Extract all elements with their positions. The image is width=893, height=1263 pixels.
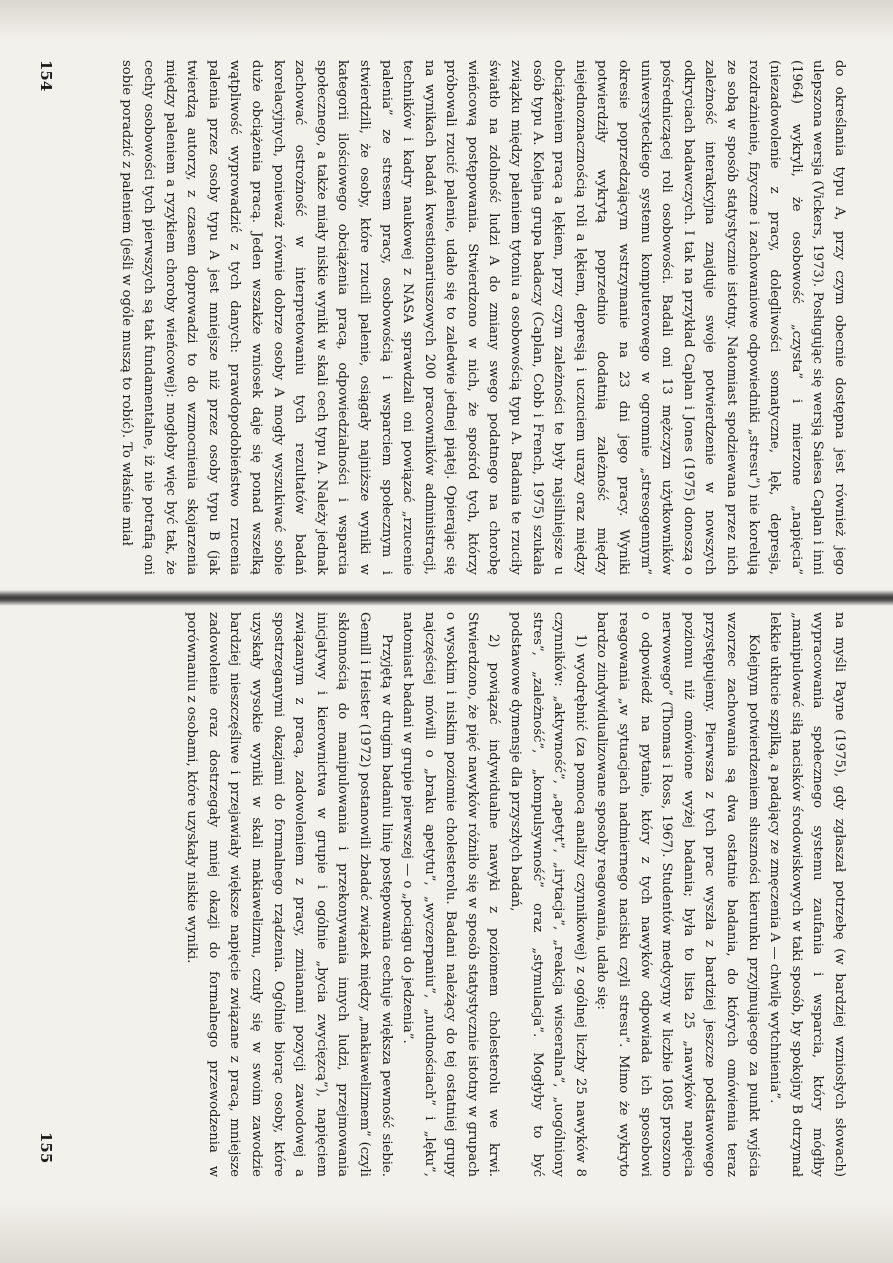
paragraph: Przyjętą w drugim badaniu linię postępowania cechuje większa pewność siebie. Gemill i Heister (1972) postanowili zbadać związek między „makiawelizmem” (czyli skłonnością do manipulowania i przekonywania innych ludzi, przejmowania inicjatywy i kierownictwa w grupie i ogólnie „bycia zwycięzcą”), napięciem związanym z pracą, zadowoleniem z pracy, zmianami pozycji zawodowej a spostrzeganymi okazjami do formalnego rządzenia. Ogólnie biorąc osoby, które uzyskały wysokie wyniki w skali makiawelizmu, czuły się w swoim zawodzie bardziej nieszczęśliwe i przejawiały większe napięcie związane z pracą, mniejsze zadowolenie oraz dostrzegały mniej okazji do formalnego przewodzenia w porównaniu z osobami, które uzyskały niskie wyniki. [184, 612, 394, 1177]
paragraph: na myśli Payne (1975), gdy zgłaszał potrzebę (w bardziej wzniosłych słowach) wypracowania społecznego systemu zaufania i wsparcia, który mógłby „manipulować siłą nacisków środowiskowych w taki sposób, by spokojny B otrzymał lekkie ukłucie szpilką, a padający ze zmęczenia A — chwilę wytchnienia”. [767, 612, 847, 1177]
book-spine-shadow [0, 590, 893, 606]
page-155 [37, 612, 850, 1177]
paragraph: Kolejnym potwierdzeniem słuszności kierunku przyjmującego za punkt wyjścia wzorzec zachowania są dwa ostatnie badania, do których omówienia teraz przystępujemy. Pierwsza z tych prac wyszła z bardziej jeszcze podstawowego poziomu niż omówione wyżej badania; była to lista 25 „nawyków napięcia nerwowego” (Thomas i Ross, 1967). Studentów medycyny w liczbie 1085 proszono o odpowiedź na pytanie, który z tych nawyków odpowiada ich sposobowi reagowania „w sytuacjach nadmiernego nacisku czyli stresu”. Mimo że wykryto bardzo zindywidualizowane sposoby reagowania, udało się: [594, 612, 761, 1177]
list-item: 1) wyodrębnić (za pomocą analizy czynnikowej) z ogólnej liczby 25 nawyków 8 czynników: „aktywność”, „apetyt”, „irytacja”, „reakcja wisceralna”, „uogólniony stres”, „zależność”, „kompulsywność” oraz „stymulacja”. Mogłyby to być podstawowe dymensje dla przyszłych badań, [508, 612, 588, 1177]
page-number: 155 [37, 1132, 55, 1164]
page-number: 154 [37, 60, 55, 92]
scan-edge-top [0, 0, 893, 40]
page-155-text [70, 612, 850, 1177]
paragraph: do określania typu A, przy czym obecnie dostępna jest również jego ulepszona wersja (Vickers, 1973). Posługując się wersją Saiesa Caplan i inni (1964) wykryli, że osobowość „czysta” i mierzone „napięcia” (niezadowolenie z pracy, dolegliwości somatyczne, lęk, depresja, rozdrażnienie, fizyczne i zachowaniowe odpowiedniki „stresu”) nie korelują ze sobą w sposób statystycznie istotny. Natomiast spodziewana przez nich zależność interakcyjna znajduje swoje potwierdzenie w nowszych odkryciach badawczych. I tak na przykład Caplan i Jones (1975) donoszą o pośredniczącej roli osobowości. Badali oni 13 mężczyzn użytkowników uniwersyteckiego systemu komputerowego w ogromnie „stresogennym” okresie poprzedzającym wstrzymanie na 23 dni jego pracy. Wyniki potwierdziły wykrytą poprzednio dodatnią zależność między niejednoznacznością roli a lękiem, depresją i uczuciem urazy oraz między obciążeniem pracą a lękiem, przy czym zależności te były najsilniejsze u osób typu A. Kolejna grupa badaczy (Caplan, Cobb i French, 1975) szukała związku między paleniem tytoniu a osobowością typu A. Badania te rzuciły światło na zdolność ludzi A do zmiany swego podatnego na chorobę wieńcową postępowania. Stwierdzono w nich, że spośród tych, którzy próbowali rzucić palenie, udało się to zaledwie jednej piątej. Opierając się na wynikach badań kwestionariuszowych 200 pracowników administracji, techników i kadry naukowej z NASA sprawdzali oni powiązać „rzucenie palenia” ze stresem pracy, osobowością i wsparciem społecznym i stwierdzili, że osoby, które rzucili palenie, osiągały najniższe wyniki w kategorii ilościowego obciążenia pracą, odpowiedzialności i wsparcia społecznego, a także miały niskie wyniki w skali cech typu A. Należy jednak zachować ostrożność w interpretowaniu tych rezultatów badań korelacyjnych, ponieważ równie dobrze osoby A mogły wyszukiwać sobie duże obciążenia pracą. Jeden wszakże wniosek daje się ponad wszelką wątpliwość wyprowadzić z tych danych: prawdopodobieństwo rzucenia palenia przez osoby typu A jest mniejsze niż przez osoby typu B (jak twierdzą autorzy, z czasem doprowadzi to do wzmocnienia skojarzenia między paleniem a ryzykiem choroby wieńcowej): mogłoby więc być tak, że cechy osobowości tych pierwszych są tak fundamentalne, iż nie potrafią oni sobie poradzić z paleniem (jeśli w ogóle muszą to robić). To właśnie miał [119, 60, 847, 575]
scan-edge-bottom [0, 1200, 893, 1263]
page-154 [37, 60, 850, 580]
list-item: 2) powiązać indywidualne nawyki z poziomem cholesterolu we krwi. Stwierdzono, że pięć nawyków różniło się w sposób statystycznie istotny w grupach o wysokim i niskim poziomie cholesterolu. Badani należący do tej ostatniej grupy najczęściej mówili o „braku apetytu”, „wyczerpaniu”, „nudnościach” i „lęku”, natomiast badani w grupie pierwszej — o „pociągu do jedzenia”. [400, 612, 502, 1177]
page-154-text [70, 60, 850, 575]
